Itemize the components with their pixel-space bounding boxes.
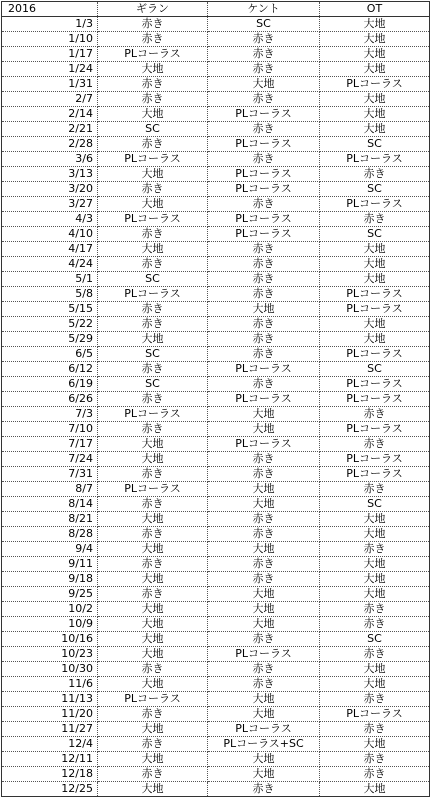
giran-cell[interactable]: 大地 [98,452,208,467]
ot-cell[interactable]: PLコーラス [320,287,430,302]
ot-cell[interactable]: 大地 [320,737,430,752]
table-row [2,407,430,422]
date-cell[interactable]: 12/4 [2,737,98,752]
kent-cell[interactable]: PLコーラス [208,392,320,407]
giran-cell[interactable]: PLコーラス [98,47,208,62]
table-row [2,17,430,32]
ot-cell[interactable]: 赤き [320,212,430,227]
table-row [2,167,430,182]
date-cell[interactable]: 10/30 [2,662,98,677]
date-cell[interactable]: 7/10 [2,422,98,437]
giran-cell[interactable]: 大地 [98,782,208,797]
ot-cell[interactable]: SC [320,632,430,647]
giran-cell[interactable]: 赤き [98,182,208,197]
date-cell[interactable]: 12/18 [2,767,98,782]
kent-cell[interactable]: 赤き [208,377,320,392]
header-row [2,2,430,17]
giran-cell[interactable]: 大地 [98,242,208,257]
kent-cell[interactable]: 赤き [208,92,320,107]
date-cell[interactable]: 8/14 [2,497,98,512]
kent-cell[interactable]: SC [208,17,320,32]
ot-cell[interactable]: 大地 [320,317,430,332]
kent-cell[interactable]: 大地 [208,407,320,422]
ot-cell[interactable]: 赤き [320,542,430,557]
kent-cell[interactable]: 大地 [208,752,320,767]
date-cell[interactable]: 2/14 [2,107,98,122]
kent-cell[interactable]: 赤き [208,32,320,47]
giran-cell[interactable]: 赤き [98,467,208,482]
header-kent-cell[interactable]: ケント [208,2,320,17]
kent-cell[interactable]: PLコーラス [208,722,320,737]
table-row [2,482,430,497]
kent-cell[interactable]: 赤き [208,152,320,167]
giran-cell[interactable]: 赤き [98,302,208,317]
kent-cell[interactable]: 赤き [208,332,320,347]
table-row [2,557,430,572]
kent-cell[interactable]: 大地 [208,302,320,317]
kent-cell[interactable]: 赤き [208,122,320,137]
ot-cell[interactable]: 大地 [320,662,430,677]
giran-cell[interactable]: 大地 [98,62,208,77]
date-cell[interactable]: 7/24 [2,452,98,467]
giran-cell[interactable]: PLコーラス [98,212,208,227]
kent-cell[interactable]: 赤き [208,272,320,287]
ot-cell[interactable]: 大地 [320,272,430,287]
ot-cell[interactable]: 赤き [320,767,430,782]
giran-cell[interactable]: 赤き [98,497,208,512]
table-row [2,332,430,347]
date-cell[interactable]: 2/7 [2,92,98,107]
kent-cell[interactable]: PLコーラス [208,137,320,152]
ot-cell[interactable]: PLコーラス [320,392,430,407]
ot-cell[interactable]: 赤き [320,692,430,707]
kent-cell[interactable]: 大地 [208,617,320,632]
table-row [2,437,430,452]
date-cell[interactable]: 4/24 [2,257,98,272]
table-row [2,62,430,77]
kent-cell[interactable]: 大地 [208,767,320,782]
giran-cell[interactable]: 大地 [98,437,208,452]
ot-cell[interactable]: 大地 [320,47,430,62]
date-cell[interactable]: 2/21 [2,122,98,137]
giran-cell[interactable]: 大地 [98,542,208,557]
kent-cell[interactable]: 大地 [208,602,320,617]
table-row [2,572,430,587]
table-body [2,17,430,797]
giran-cell[interactable]: PLコーラス [98,482,208,497]
ot-cell[interactable]: 大地 [320,527,430,542]
table-row [2,377,430,392]
giran-cell[interactable]: 赤き [98,77,208,92]
table-row [2,722,430,737]
table-row [2,287,430,302]
ot-cell[interactable]: 大地 [320,242,430,257]
header-ot-cell[interactable]: OT [320,2,430,17]
date-cell[interactable]: 9/11 [2,557,98,572]
date-cell[interactable]: 1/24 [2,62,98,77]
table-row [2,392,430,407]
ot-cell[interactable]: 大地 [320,587,430,602]
date-cell[interactable]: 3/20 [2,182,98,197]
kent-cell[interactable]: PLコーラス [208,227,320,242]
table-row [2,782,430,797]
giran-cell[interactable]: 赤き [98,737,208,752]
ot-cell[interactable]: PLコーラス [320,77,430,92]
giran-cell[interactable]: SC [98,347,208,362]
date-cell[interactable]: 12/11 [2,752,98,767]
kent-cell[interactable]: 赤き [208,557,320,572]
date-cell[interactable]: 10/23 [2,647,98,662]
giran-cell[interactable]: PLコーラス [98,287,208,302]
date-cell[interactable]: 11/20 [2,707,98,722]
ot-cell[interactable]: 大地 [320,92,430,107]
date-cell[interactable]: 1/17 [2,47,98,62]
date-cell[interactable]: 5/8 [2,287,98,302]
ot-cell[interactable]: 赤き [320,617,430,632]
ot-cell[interactable]: 赤き [320,647,430,662]
table-row [2,197,430,212]
date-cell[interactable]: 1/31 [2,77,98,92]
kent-cell[interactable]: 大地 [208,497,320,512]
giran-cell[interactable]: 赤き [98,362,208,377]
kent-cell[interactable]: 赤き [208,677,320,692]
ot-cell[interactable]: 大地 [320,512,430,527]
table-row [2,47,430,62]
date-cell[interactable]: 10/9 [2,617,98,632]
giran-cell[interactable]: 大地 [98,632,208,647]
table-row [2,707,430,722]
giran-cell[interactable]: 赤き [98,92,208,107]
kent-cell[interactable]: PLコーラス [208,437,320,452]
giran-cell[interactable]: SC [98,122,208,137]
ot-cell[interactable]: 大地 [320,557,430,572]
date-cell[interactable]: 5/22 [2,317,98,332]
table-row [2,467,430,482]
table-row [2,362,430,377]
date-cell[interactable]: 7/3 [2,407,98,422]
schedule-table [1,1,430,797]
kent-cell[interactable]: 赤き [208,197,320,212]
table-row [2,587,430,602]
giran-cell[interactable]: 大地 [98,722,208,737]
date-cell[interactable]: 8/7 [2,482,98,497]
table-row [2,152,430,167]
table-row [2,137,430,152]
table-row [2,527,430,542]
date-cell[interactable]: 11/6 [2,677,98,692]
giran-cell[interactable]: SC [98,377,208,392]
date-cell[interactable]: 11/27 [2,722,98,737]
ot-cell[interactable]: 大地 [320,782,430,797]
date-cell[interactable]: 8/28 [2,527,98,542]
header-year-cell[interactable]: 2016 [2,2,98,17]
table-row [2,302,430,317]
table-row [2,632,430,647]
date-cell[interactable]: 5/29 [2,332,98,347]
table-row [2,32,430,47]
ot-cell[interactable]: 大地 [320,107,430,122]
table-row [2,422,430,437]
kent-cell[interactable]: 赤き [208,662,320,677]
giran-cell[interactable]: 赤き [98,557,208,572]
kent-cell[interactable]: 赤き [208,512,320,527]
kent-cell[interactable]: 赤き [208,572,320,587]
giran-cell[interactable]: 赤き [98,587,208,602]
ot-cell[interactable]: PLコーラス [320,347,430,362]
giran-cell[interactable]: 大地 [98,602,208,617]
giran-cell[interactable]: 赤き [98,767,208,782]
kent-cell[interactable]: 赤き [208,242,320,257]
kent-cell[interactable]: 赤き [208,317,320,332]
kent-cell[interactable]: 大地 [208,587,320,602]
kent-cell[interactable]: PLコーラス [208,107,320,122]
table-row [2,92,430,107]
date-cell[interactable]: 4/17 [2,242,98,257]
date-cell[interactable]: 8/21 [2,512,98,527]
kent-cell[interactable]: 赤き [208,347,320,362]
spreadsheet [1,1,429,795]
ot-cell[interactable]: PLコーラス [320,302,430,317]
kent-cell[interactable]: 大地 [208,707,320,722]
kent-cell[interactable]: 赤き [208,257,320,272]
table-row [2,692,430,707]
kent-cell[interactable]: 大地 [208,542,320,557]
ot-cell[interactable]: SC [320,362,430,377]
giran-cell[interactable]: PLコーラス [98,692,208,707]
kent-cell[interactable]: PLコーラス+SC [208,737,320,752]
giran-cell[interactable]: 大地 [98,512,208,527]
ot-cell[interactable]: PLコーラス [320,452,430,467]
ot-cell[interactable]: PLコーラス [320,152,430,167]
date-cell[interactable]: 5/15 [2,302,98,317]
table-row [2,767,430,782]
table-row [2,602,430,617]
giran-cell[interactable]: 大地 [98,572,208,587]
kent-cell[interactable]: 赤き [208,632,320,647]
kent-cell[interactable]: PLコーラス [208,212,320,227]
giran-cell[interactable]: 大地 [98,332,208,347]
giran-cell[interactable]: 赤き [98,257,208,272]
table-row [2,662,430,677]
giran-cell[interactable]: PLコーラス [98,152,208,167]
table-row [2,242,430,257]
kent-cell[interactable]: 赤き [208,527,320,542]
ot-cell[interactable]: 赤き [320,437,430,452]
ot-cell[interactable]: 赤き [320,167,430,182]
table-row [2,647,430,662]
date-cell[interactable]: 2/28 [2,137,98,152]
table-row [2,737,430,752]
date-cell[interactable]: 9/4 [2,542,98,557]
ot-cell[interactable]: 大地 [320,17,430,32]
kent-cell[interactable]: PLコーラス [208,167,320,182]
ot-cell[interactable]: 大地 [320,677,430,692]
kent-cell[interactable]: 赤き [208,782,320,797]
ot-cell[interactable]: PLコーラス [320,707,430,722]
giran-cell[interactable]: 赤き [98,17,208,32]
ot-cell[interactable]: PLコーラス [320,467,430,482]
table-row [2,227,430,242]
ot-cell[interactable]: SC [320,497,430,512]
giran-cell[interactable]: 赤き [98,422,208,437]
date-cell[interactable]: 7/17 [2,437,98,452]
giran-cell[interactable]: 赤き [98,662,208,677]
table-row [2,257,430,272]
date-cell[interactable]: 6/26 [2,392,98,407]
ot-cell[interactable]: SC [320,182,430,197]
ot-cell[interactable]: 大地 [320,332,430,347]
date-cell[interactable]: 5/1 [2,272,98,287]
kent-cell[interactable]: 大地 [208,482,320,497]
date-cell[interactable]: 7/31 [2,467,98,482]
giran-cell[interactable]: 大地 [98,197,208,212]
kent-cell[interactable]: 大地 [208,77,320,92]
date-cell[interactable]: 4/10 [2,227,98,242]
kent-cell[interactable]: PLコーラス [208,182,320,197]
giran-cell[interactable]: 赤き [98,227,208,242]
kent-cell[interactable]: 赤き [208,452,320,467]
giran-cell[interactable]: 赤き [98,317,208,332]
giran-cell[interactable]: 大地 [98,677,208,692]
date-cell[interactable]: 10/2 [2,602,98,617]
date-cell[interactable]: 3/6 [2,152,98,167]
table-row [2,212,430,227]
ot-cell[interactable]: SC [320,137,430,152]
date-cell[interactable]: 1/10 [2,32,98,47]
kent-cell[interactable]: 赤き [208,47,320,62]
date-cell[interactable]: 4/3 [2,212,98,227]
ot-cell[interactable]: PLコーラス [320,197,430,212]
giran-cell[interactable]: 大地 [98,107,208,122]
date-cell[interactable]: 9/25 [2,587,98,602]
ot-cell[interactable]: PLコーラス [320,422,430,437]
header-giran-cell[interactable]: ギラン [98,2,208,17]
kent-cell[interactable]: PLコーラス [208,647,320,662]
table-row [2,272,430,287]
date-cell[interactable]: 10/16 [2,632,98,647]
ot-cell[interactable]: 大地 [320,572,430,587]
giran-cell[interactable]: 赤き [98,137,208,152]
date-cell[interactable]: 3/27 [2,197,98,212]
giran-cell[interactable]: 大地 [98,617,208,632]
ot-cell[interactable]: 赤き [320,752,430,767]
table-row [2,752,430,767]
table-row [2,617,430,632]
table-row [2,677,430,692]
table-row [2,512,430,527]
ot-cell[interactable]: 赤き [320,722,430,737]
ot-cell[interactable]: 大地 [320,122,430,137]
kent-cell[interactable]: 赤き [208,62,320,77]
date-cell[interactable]: 6/12 [2,362,98,377]
giran-cell[interactable]: 大地 [98,752,208,767]
ot-cell[interactable]: PLコーラス [320,377,430,392]
table-row [2,122,430,137]
table-row [2,542,430,557]
table-row [2,317,430,332]
kent-cell[interactable]: PLコーラス [208,362,320,377]
giran-cell[interactable]: 大地 [98,647,208,662]
table-row [2,347,430,362]
date-cell[interactable]: 9/18 [2,572,98,587]
giran-cell[interactable]: 赤き [98,527,208,542]
kent-cell[interactable]: 大地 [208,692,320,707]
kent-cell[interactable]: 赤き [208,287,320,302]
date-cell[interactable]: 1/3 [2,17,98,32]
table-row [2,107,430,122]
ot-cell[interactable]: SC [320,227,430,242]
ot-cell[interactable]: 赤き [320,602,430,617]
giran-cell[interactable]: 赤き [98,392,208,407]
table-row [2,497,430,512]
table-row [2,77,430,92]
date-cell[interactable]: 6/19 [2,377,98,392]
date-cell[interactable]: 3/13 [2,167,98,182]
date-cell[interactable]: 11/13 [2,692,98,707]
giran-cell[interactable]: 赤き [98,707,208,722]
kent-cell[interactable]: 赤き [208,467,320,482]
date-cell[interactable]: 6/5 [2,347,98,362]
ot-cell[interactable]: 大地 [320,62,430,77]
giran-cell[interactable]: 大地 [98,167,208,182]
table-row [2,452,430,467]
giran-cell[interactable]: 赤き [98,32,208,47]
kent-cell[interactable]: 大地 [208,422,320,437]
ot-cell[interactable]: 赤き [320,407,430,422]
ot-cell[interactable]: 大地 [320,257,430,272]
date-cell[interactable]: 12/25 [2,782,98,797]
table-row [2,182,430,197]
ot-cell[interactable]: 大地 [320,32,430,47]
giran-cell[interactable]: PLコーラス [98,407,208,422]
ot-cell[interactable]: 赤き [320,482,430,497]
giran-cell[interactable]: SC [98,272,208,287]
